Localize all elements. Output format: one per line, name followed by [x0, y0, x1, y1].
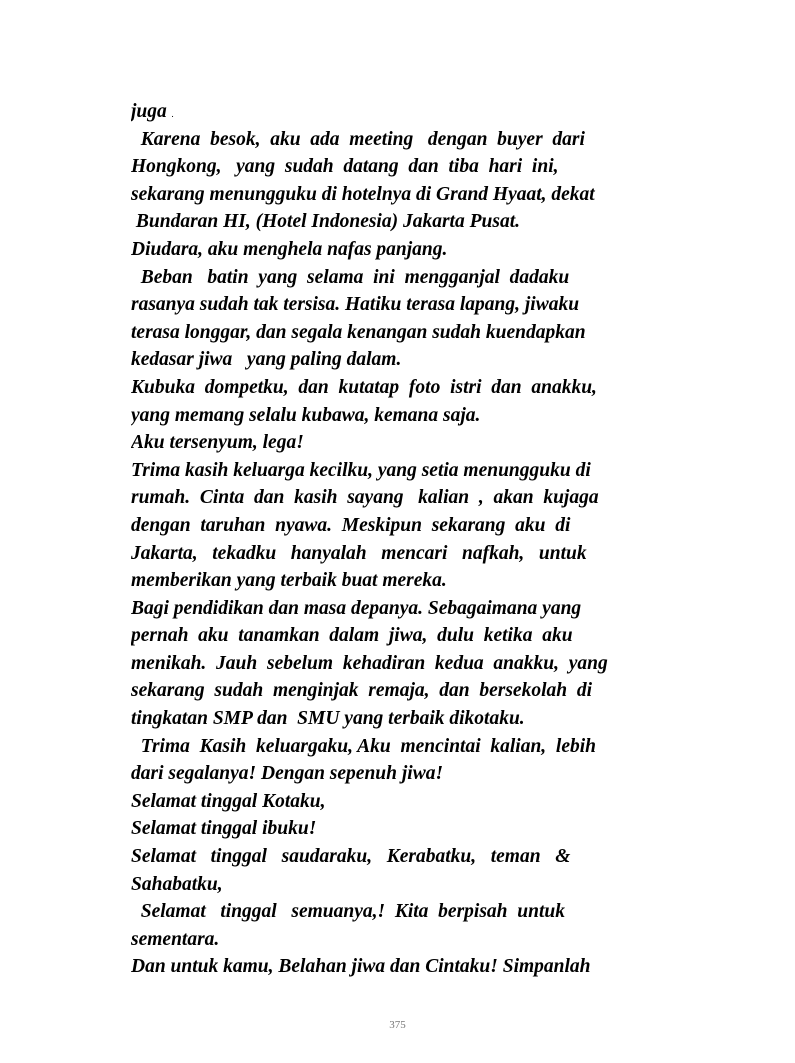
- text-line: Diudara, aku menghela nafas panjang.: [131, 238, 448, 260]
- text-line: Selamat tinggal semuanya,! Kita berpisah untuk: [131, 901, 565, 923]
- text-line: sekarang sudah menginjak remaja, dan bersekolah di: [131, 680, 593, 702]
- text-line: terasa longgar, dan segala kenangan sudah kuendapkan: [131, 321, 586, 343]
- text-line: rasanya sudah tak tersisa. Hatiku terasa lapang, jiwaku: [131, 294, 580, 316]
- text-line: sementara.: [131, 928, 220, 950]
- text-line: Selamat tinggal saudaraku, Kerabatku, teman &: [131, 846, 571, 868]
- text-line: Beban batin yang selama ini mengganjal dadaku: [131, 266, 570, 288]
- page-number: 375: [389, 1019, 406, 1031]
- text-line: memberikan yang terbaik buat mereka.: [131, 570, 447, 592]
- text-line: Selamat tinggal ibuku!: [131, 818, 317, 840]
- text-line: sekarang menungguku di hotelnya di Grand Hyaat, dekat: [131, 183, 595, 205]
- text-line: Trima Kasih keluargaku, Aku mencintai kalian, lebih: [131, 735, 597, 757]
- text-line: yang memang selalu kubawa, kemana saja.: [131, 404, 481, 426]
- text-line: Kubuka dompetku, dan kutatap foto istri dan anakku,: [131, 376, 597, 398]
- text-line: Jakarta, tekadku hanyalah mencari nafkah, untuk: [131, 542, 587, 564]
- text-line: juga .: [131, 101, 174, 122]
- text-line: rumah. Cinta dan kasih sayang kalian , akan kujaga: [131, 487, 599, 509]
- trailing-dot: .: [171, 109, 174, 119]
- text-line: Dan untuk kamu, Belahan jiwa dan Cintaku! Simpanlah: [131, 956, 591, 978]
- text-line: dengan taruhan nyawa. Meskipun sekarang aku di: [131, 514, 571, 536]
- text-line: kedasar jiwa yang paling dalam.: [131, 349, 402, 371]
- text-line: Aku tersenyum, lega!: [131, 432, 304, 454]
- text-line: Karena besok, aku ada meeting dengan buyer dari: [131, 128, 585, 150]
- text-line: tingkatan SMP dan SMU yang terbaik dikotaku.: [131, 708, 525, 730]
- text-line: Bundaran HI, (Hotel Indonesia) Jakarta Pusat.: [131, 211, 520, 233]
- page-body-text: [131, 98, 669, 981]
- text-line: pernah aku tanamkan dalam jiwa, dulu ketika aku: [131, 625, 573, 647]
- text-line: Hongkong, yang sudah datang dan tiba hari ini,: [131, 156, 559, 178]
- text-line: menikah. Jauh sebelum kehadiran kedua anakku, yang: [131, 652, 608, 674]
- text-line: dari segalanya! Dengan sepenuh jiwa!: [131, 763, 444, 785]
- text-line: Selamat tinggal Kotaku,: [131, 790, 326, 812]
- text-line: Bagi pendidikan dan masa depanya. Sebagaimana yang: [131, 597, 582, 619]
- text-line: Trima kasih keluarga kecilku, yang setia menungguku di: [131, 459, 591, 481]
- text-line: Sahabatku,: [131, 873, 223, 895]
